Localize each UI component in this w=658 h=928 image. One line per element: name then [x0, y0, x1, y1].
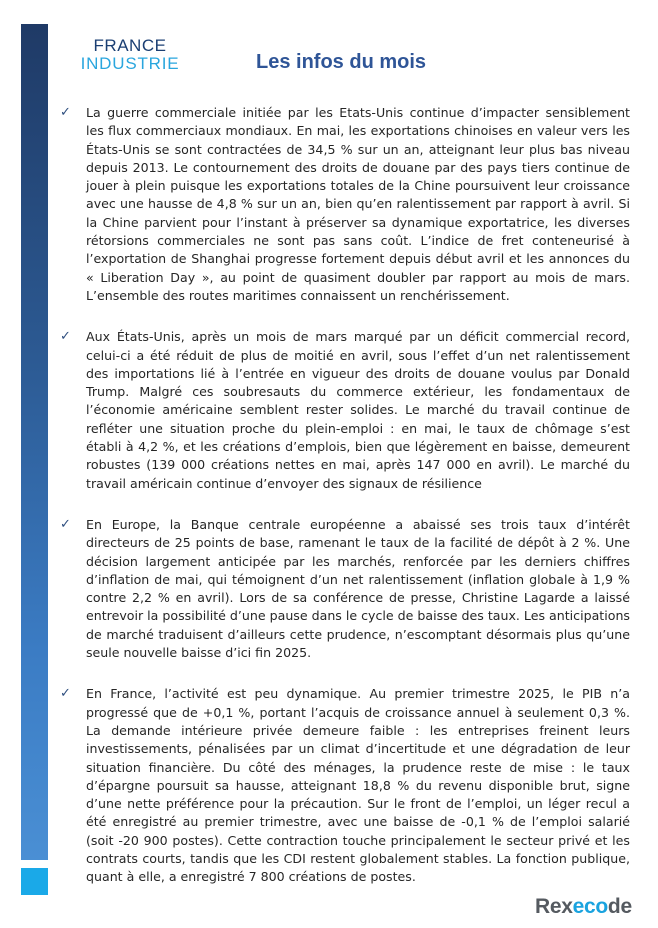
news-text: Aux États-Unis, après un mois de mars marqué par un déficit commercial record, celui-ci a été réduit de plus de moitié en avril, sous l’effet d’un net ralentissement des importations lié à l’entrée en vigueur des droits de douane voulus par Donald Trump. Malgré ces soubresauts du commerce extérieur, les fondamentaux de l’économie américaine semblent rester solides. Le marché du travail continue de refléter une situation proche du plein-emploi : en mai, le taux de chômage s’est établi à 4,2 %, et les créations d’emplois, bien que légèrement en baisse, demeurent robustes (139 000 créations nettes en mai, après 147 000 en avril). Le marché du travail américain continue d’envoyer des signaux de résilience: [86, 329, 630, 491]
side-decor-square: [21, 868, 48, 895]
check-icon: ✓: [60, 105, 71, 120]
check-icon: ✓: [60, 516, 71, 532]
news-text: En France, l’activité est peu dynamique. Au premier trimestre 2025, le PIB n’a progressé que de +0,1 %, portant l’acquis de croissance annuel à seulement 0,3 %. La demande intérieure privée demeure faible : les entreprises freinent leurs investissements, pénalisées par un climat d’incertitude et une dégradation de leur situation financière. Du côté des ménages, la prudence reste de mise : le taux d’épargne poursuit sa hausse, atteignant 18,8 % du revenu disponible brut, signe d’une nette préférence pour la précaution. Sur le front de l’emploi, un léger recul a été enregistré au premier trimestre, avec une baisse de -0,1 % de l’emploi salarié (soit -20 900 postes). Cette contraction touche principalement le secteur privé et les contrats courts, tandis que les CDI restent globalement stables. La fonction publique, quant à elle, a enregistré 7 800 créations de postes.: [86, 686, 630, 885]
brand-part-rex: Rex: [535, 895, 573, 918]
page-title: Les infos du mois: [256, 51, 427, 73]
news-item-usa: [60, 328, 630, 493]
side-decor-bar: [21, 24, 48, 860]
news-list: [60, 104, 630, 910]
news-text: En Europe, la Banque centrale européenne a abaissé ses trois taux d’intérêt directeurs de 25 points de base, ramenant le taux de la facilité de dépôt à 2 %. Une décision largement anticipée par les marchés, renforcée par les derniers chiffres d’inflation de mai, qui témoignent d’un net ralentissement (inflation globale à 1,9 % contre 2,2 % en avril). Lors de sa conférence de presse, Christine Lagarde a laissé entrevoir la possibilité d’une pause dans le cycle de baisse des taux. Les anticipations de marché traduisent d’ailleurs cette prudence, n’escomptant désormais plus qu’une seule nouvelle baisse d’ici fin 2025.: [86, 516, 630, 661]
logo-line-france: FRANCE: [93, 36, 167, 55]
news-item-europe: [60, 516, 630, 662]
france-industrie-logo: [80, 37, 180, 72]
check-icon: ✓: [60, 329, 71, 345]
logo-line-industrie: INDUSTRIE: [80, 54, 180, 73]
check-icon: ✓: [60, 686, 71, 702]
news-item-trade-war: [60, 104, 630, 305]
rexecode-logo: [535, 895, 632, 919]
news-text: La guerre commerciale initiée par les Etats-Unis continue d’impacter sensiblement les flux commerciaux mondiaux. En mai, les exportations chinoises en valeur vers les États-Unis se sont contractées de 34,5 % sur un an, atteignant leur plus bas niveau depuis 2013. Le contournement des droits de douane par des pays tiers continue de jouer à plein puisque les exportations totales de la Chine poursuivent leur croissance avec une hausse de 4,8 % sur un an, bien qu’en ralentissement par rapport à avril. Si la Chine parvient pour l’instant à préserver sa dynamique exportatrice, les diverses rétorsions commerciales ne sont pas sans coût. L’indice de fret conteneurisé à l’exportation de Shanghai progresse fortement depuis début avril et les annonces du « Liberation Day », au point de quasiment doubler par rapport au mois de mars. L’ensemble des routes maritimes connaissent un renchérissement.: [86, 105, 630, 303]
brand-part-de: de: [607, 895, 632, 918]
news-item-france: [60, 685, 630, 886]
brand-part-eco: eco: [572, 895, 608, 918]
